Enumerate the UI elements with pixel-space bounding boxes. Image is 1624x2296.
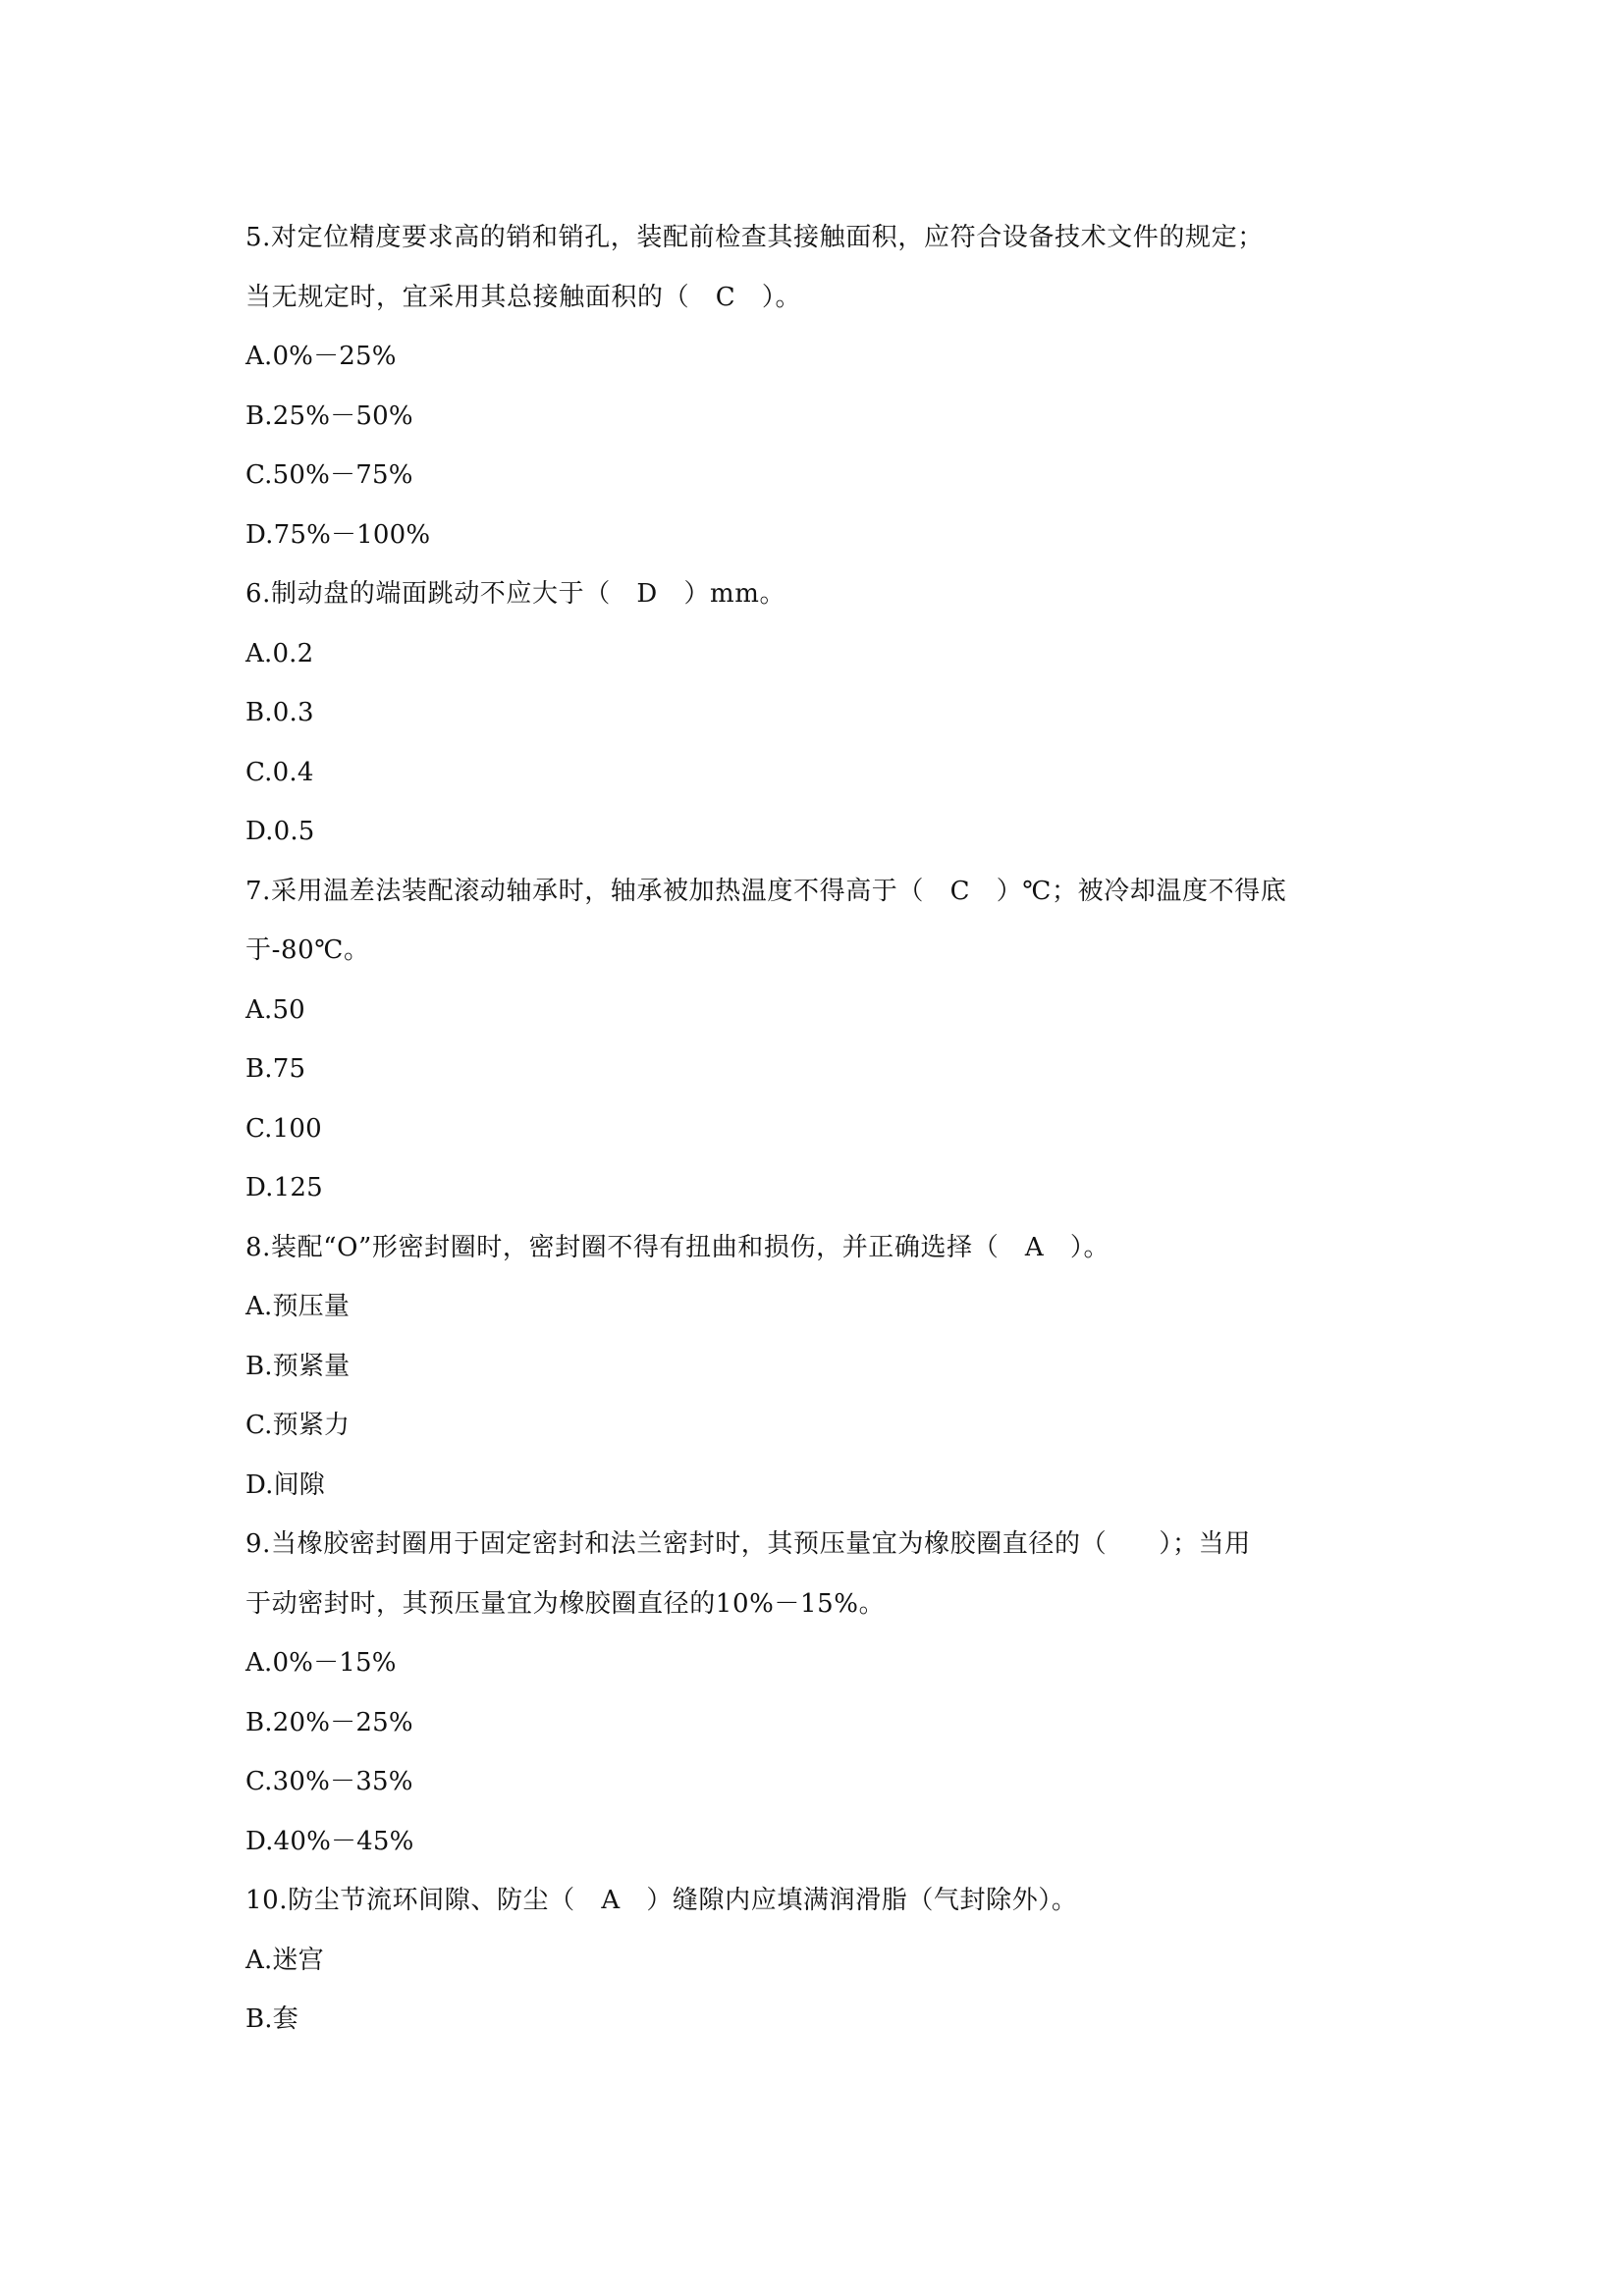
question-8-option-b: B.预紧量 [245,1351,351,1381]
question-content [245,208,1384,2050]
question-5-line-1: 5.对定位精度要求高的销和销孔，装配前检查其接触面积，应符合设备技术文件的规定； [245,223,1264,252]
question-9-line-2: 于动密封时，其预压量宜为橡胶圈直径的10%－15%。 [245,1588,886,1619]
question-5-option-b: B.25%－50% [245,400,413,431]
question-5-option-a: A.0%－25% [245,342,397,371]
question-6-option-a: A.0.2 [245,638,314,668]
question-6-option-c: C.0.4 [245,757,314,787]
question-7-line-2: 于-80℃。 [245,935,370,965]
question-10-option-b: B.套 [245,2004,298,2034]
question-9-option-b: B.20%－25% [245,1707,413,1737]
question-10-text: 10.防尘节流环间隙、防尘（ A ）缝隙内应填满润滑脂（气封除外）。 [245,1886,1078,1915]
question-6-text: 6.制动盘的端面跳动不应大于（ D ）mm。 [245,579,786,609]
question-10-option-a: A.迷宫 [245,1945,324,1975]
question-9-option-c: C.30%－35% [245,1767,413,1796]
question-8-text: 8.装配“O”形密封圈时，密封圈不得有扭曲和损伤，并正确选择（ A ）。 [245,1232,1110,1262]
question-7-option-c: C.100 [245,1113,322,1144]
question-5-line-2: 当无规定时，宜采用其总接触面积的（ C ）。 [245,282,802,312]
question-8-option-d: D.间隙 [245,1469,325,1500]
question-9-line-1: 9.当橡胶密封圈用于固定密封和法兰密封时，其预压量宜为橡胶圈直径的（ ）；当用 [245,1529,1251,1559]
question-8-option-a: A.预压量 [245,1292,351,1321]
question-7-option-a: A.50 [245,994,305,1025]
question-7-option-b: B.75 [245,1054,306,1084]
question-7-option-d: D.125 [245,1173,323,1202]
question-6-option-d: D.0.5 [245,817,315,846]
question-6-option-b: B.0.3 [245,698,314,727]
question-9-option-d: D.40%－45% [245,1826,414,1856]
question-7-line-1: 7.采用温差法装配滚动轴承时，轴承被加热温度不得高于（ C ）℃；被冷却温度不得底 [245,876,1287,906]
question-8-option-c: C.预紧力 [245,1411,351,1440]
question-5-option-d: D.75%－100% [245,519,431,550]
question-5-option-c: C.50%－75% [245,460,413,490]
question-9-option-a: A.0%－15% [245,1648,397,1678]
